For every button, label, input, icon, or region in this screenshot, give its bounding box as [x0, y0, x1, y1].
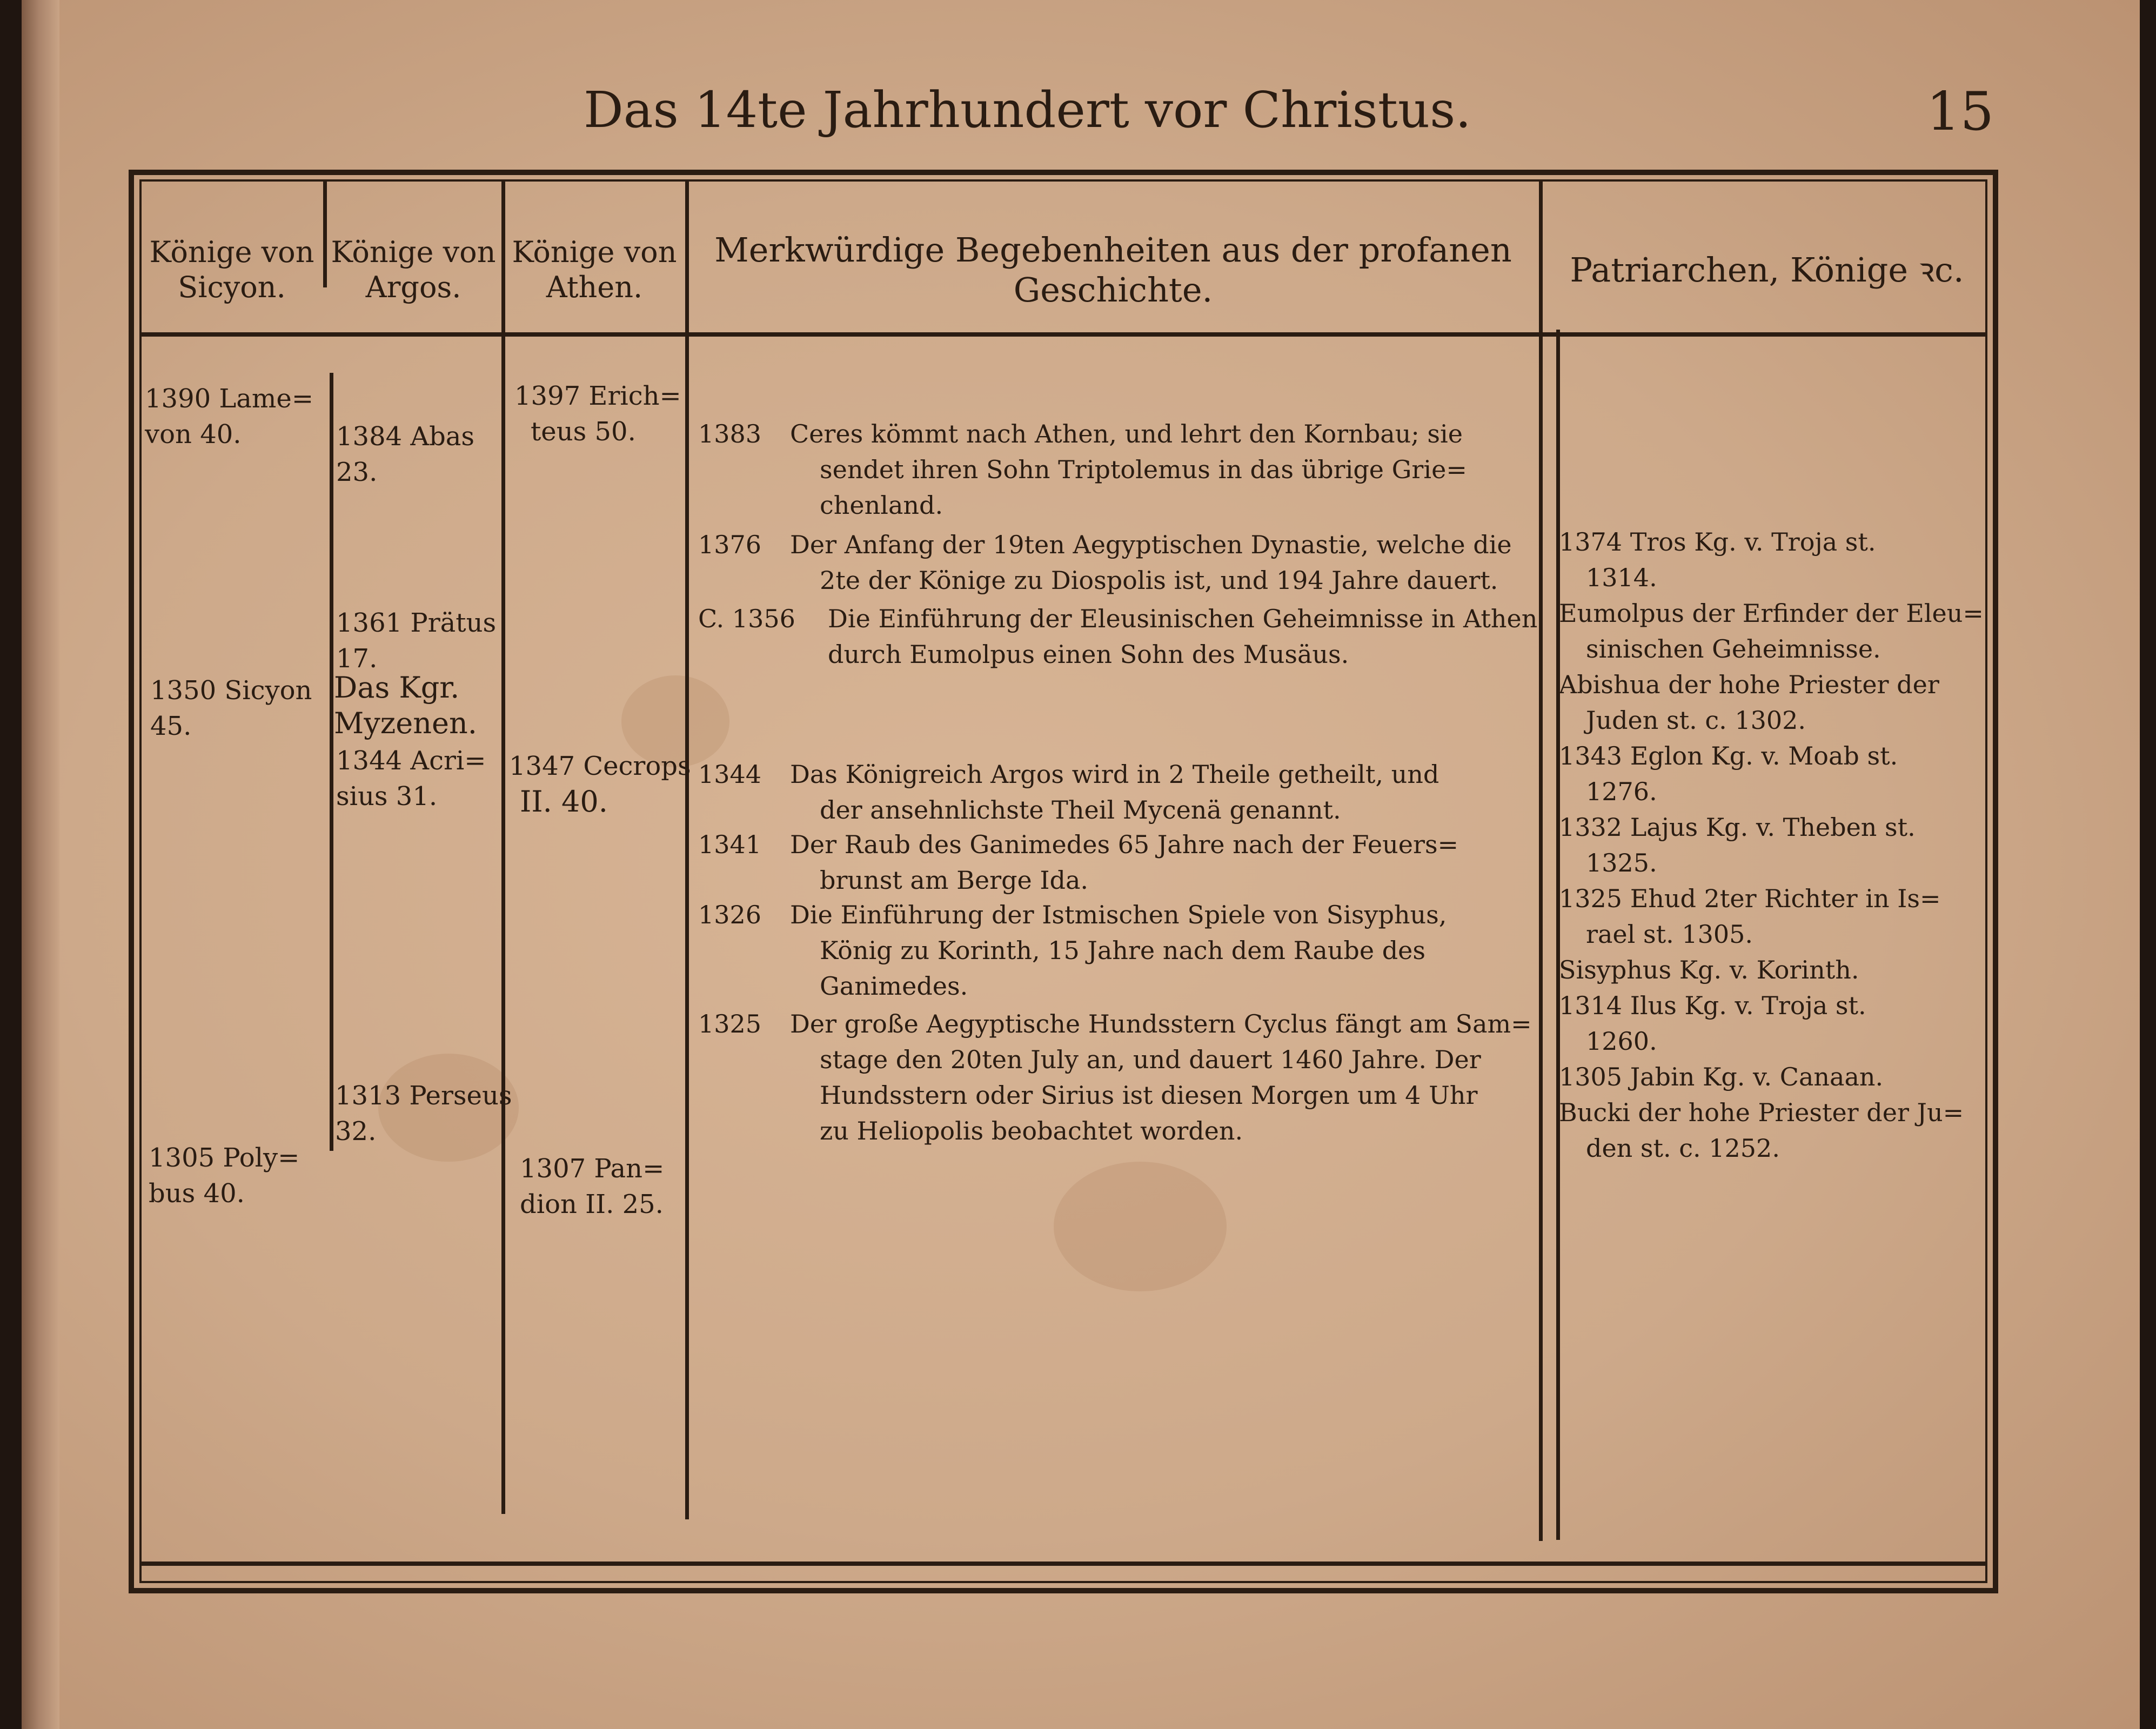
event-entry: 1376 Der Anfang der 19ten Aegyptischen Dynastie, welche die 2te der Könige zu Diospolis ist, und 194 Jahre dauert. — [698, 530, 1512, 595]
event-entry: 1341 Der Raub des Ganimedes 65 Jahre nach der Feuers= brunst am Berge Ida. — [698, 830, 1459, 895]
sicyon-entry: 1350 Sicyon 45. — [150, 675, 312, 741]
event-entry: 1383 Ceres kömmt nach Athen, und lehrt den Kornbau; sie sendet ihren Sohn Triptolemus in das übrige Grie= chenland. — [698, 419, 1467, 520]
column-header-argos: Könige von Argos. — [331, 235, 496, 304]
argos-entry: 1361 Prätus 17. — [336, 608, 497, 674]
column-header-patriarchen: Patriarchen, Könige ꝛc. — [1570, 250, 1964, 290]
book-gutter — [22, 0, 59, 1729]
event-entry: 1325 Der große Aegyptische Hundsstern Cyclus fängt am Sam= stage den 20ten July an, und dauert 1460 Jahre. Der Hundsstern oder Sirius ist diesen Morgen um 4 Uhr zu Heliopolis beobachtet worden. — [698, 1009, 1532, 1145]
column-header-athen: Könige von Athen. — [512, 235, 677, 304]
argos-entry: 1313 Perseus 32. — [335, 1081, 512, 1147]
event-entry: 1344 Das Königreich Argos wird in 2 Theile getheilt, und der ansehnlichste Theil Mycenä genannt. — [698, 760, 1439, 825]
patriarchen-entries: 1374 Tros Kg. v. Troja st. 1314. Eumolpus der Erfinder der Eleu= sinischen Geheimnisse. Abishua der hohe Priester der Juden st. c. 1302. 1343 Eglon Kg. v. Moab st. 1276. 1332 Lajus Kg. v. Theben st. 1325. 1325 Ehud 2ter Richter in Is= rael st. 1305. Sisyphus Kg. v. Korinth. 1314 Ilus Kg. v. Troja st. 1260. 1305 Jabin Kg. v. Canaan. Bucki der hohe Priester der Ju= den st. c. 1252. — [1559, 527, 1984, 1163]
column-rule — [323, 179, 327, 287]
athen-entry: 1397 Erich= teus 50. — [514, 381, 681, 447]
page-title: Das 14te Jahrhundert vor Christus. — [584, 81, 1471, 139]
event-entry: 1326 Die Einführung der Istmischen Spiele von Sisyphus, König zu Korinth, 15 Jahre nach dem Raube des Ganimedes. — [698, 900, 1447, 1001]
sicyon-entry: 1390 Lame= von 40. — [145, 384, 314, 450]
argos-entry: Das Kgr. Myzenen. — [334, 671, 477, 740]
column-rule — [685, 179, 689, 1519]
event-entry: C. 1356 Die Einführung der Eleusinischen Geheimnisse in Athen durch Eumolpus einen Sohn des Musäus. — [698, 604, 1538, 669]
athen-entry: 1347 Cecrops II. 40. — [509, 751, 691, 819]
argos-entry: 1384 Abas 23. — [336, 421, 475, 487]
argos-entry: 1344 Acri= sius 31. — [336, 746, 486, 812]
column-header-events: Merkwürdige Begebenheiten aus der profanen Geschichte. — [714, 230, 1512, 310]
athen-entry: 1307 Pan= dion II. 25. — [520, 1154, 665, 1219]
column-rule — [1539, 179, 1543, 1541]
footer-divider — [139, 1562, 1987, 1566]
column-rule — [330, 373, 333, 1151]
column-header-sicyon: Könige von Sicyon. — [149, 235, 314, 304]
sicyon-entry: 1305 Poly= bus 40. — [149, 1143, 300, 1209]
page-number: 15 — [1926, 81, 1994, 143]
column-rule — [501, 179, 505, 1514]
